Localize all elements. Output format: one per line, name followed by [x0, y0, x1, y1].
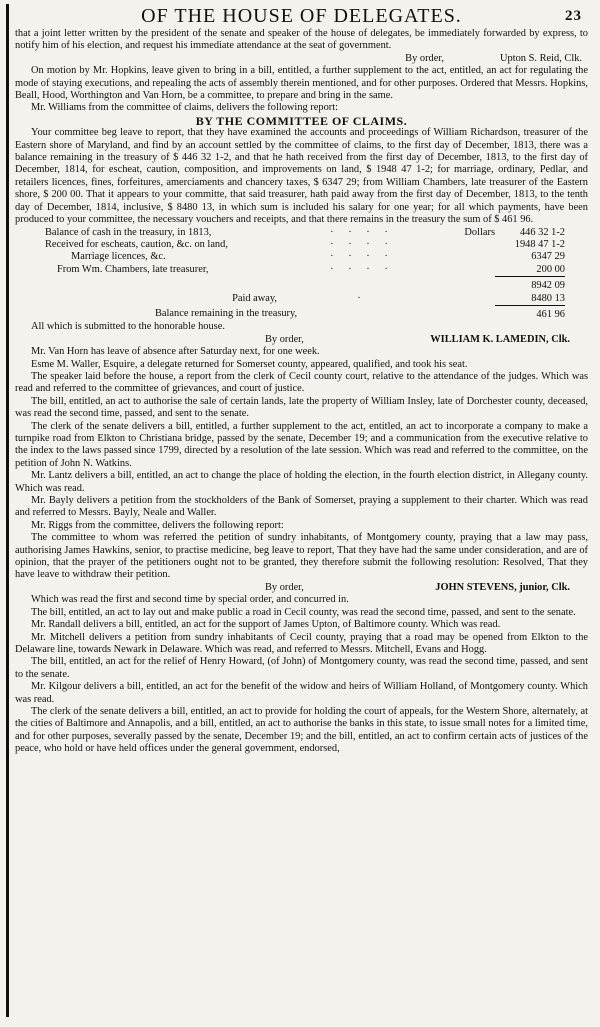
paragraph: Esme M. Waller, Esquire, a delegate returned for Somerset county, appeared, qualified, and took his seat.	[31, 358, 468, 370]
page-header	[15, 4, 588, 28]
paid-away-label: Paid away,	[232, 292, 277, 304]
paragraph: The bill, entitled, an act for the relief of Henry Howard, (of John) of Montgomery county, was read the second time, passed, and sent to the senate.	[15, 656, 588, 680]
signature-line	[15, 582, 588, 594]
paid-away-row	[45, 293, 565, 306]
paragraph: Mr. Kilgour delivers a bill, entitled, an act for the benefit of the widow and heirs of William Holland, of Montgomery county. Which was read.	[15, 681, 588, 705]
paragraph: The clerk of the senate delivers a bill, entitled, a further supplement to the act, entitled, an act to incorporate a company to make a turnpike road from Elkton to Christiana bridge, passed by the senate, December 19; and a communication from the executive relative to the index to the laws passed since 1799, directed by a resolution of the late session. Which was read and referred to the committee, on the petition of John N. Watkins.	[15, 420, 588, 469]
signature-line	[15, 334, 588, 346]
account-label: Marriage licences, &c.	[71, 251, 166, 263]
paragraph: Mr. Williams from the committee of claims, delivers the following report:	[31, 102, 338, 114]
paragraph: Mr. Van Horn has leave of absence after Saturday next, for one week.	[31, 346, 320, 358]
balance-amount: 461 96	[495, 305, 565, 321]
account-amount: 1948 47 1-2	[514, 238, 565, 250]
account-row	[45, 264, 565, 277]
paragraph: On motion by Mr. Hopkins, leave given to bring in a bill, entitled, a further supplement to the act, entitled, an act for regulating the mode of staying executions, and repealing the acts of assembly therein mentioned, and for other purposes. Ordered that Messrs. Hopkins, Beall, Hood, Worthington and Van Horn, be a committee, to prepare and bring in the same.	[15, 65, 588, 102]
paragraph: Which was read the first and second time by special order, and concurred in.	[31, 594, 349, 606]
paragraph: Mr. Randall delivers a bill, entitled, an act for the support of James Upton, of Baltimore county. Which was read.	[31, 619, 501, 631]
paragraph: Your committee beg leave to report, that they have examined the accounts and proceedings of William Richardson, treasurer of the Eastern shore of Maryland, and find by an account settled by the committee of claims, to the first day of December, 1813, there was a balance remaining in the treasury of $ 446 32 1-2, and that he hath received from the first day of December, 1813, to the first day of December, 1814, for escheat, caution, composition, and improvements on land, $ 1948 47 1-2; for marriage, ordinary, Pedlar, and retailers licences, fines, forfeitures, amerciaments and chancery taxes, $ 6347 29; from William Chambers, late treasurer of the Eastern shore, $ 200 00. That it appears to your committe, that said treasurer, hath paid away from the first day of December, 1813, to the tenth day of December, 1814, inclusive, $ 8480 13, in which sum is included his salary for one year; for all which payments, have been produced to your committee, the necessary vouchers and receipts, and that there remains in the treasury the sum of $ 461 96.	[15, 127, 588, 226]
account-amount: 446 32 1-2	[519, 226, 565, 238]
journal-text	[15, 28, 588, 756]
paragraph: Mr. Riggs from the committee, delivers the following report:	[31, 519, 284, 531]
account-amount: 6347 29	[531, 251, 565, 263]
by-order: By order,	[265, 581, 304, 593]
signature-line	[15, 53, 588, 65]
balance-label: Balance remaining in the treasury,	[155, 308, 298, 320]
paragraph: Mr. Lantz delivers a bill, entitled, an act to change the place of holding the election, in the fourth election district, in Allegany county. Which was read.	[15, 470, 588, 494]
paragraph: All which is submitted to the honorable house.	[31, 321, 225, 333]
account-row	[45, 239, 565, 251]
paragraph: The bill, entitled, an act to authorise the sale of certain lands, late the property of William Insley, late of Dorchester county, deceased, was read the second time, passed, and sent to the senate.	[15, 395, 588, 420]
running-title: OF THE HOUSE OF DELEGATES.	[141, 5, 462, 27]
paragraph: The committee to whom was referred the petition of sundry inhabitants, of Montgomery county, praying that a law may pass, authorising James Hawkins, senior, to practise medicine, beg leave to report, That they have had the same under consideration, and are of opinion, that the prayer of the petitioners ought not to be granted, they therefore submit the following resolution: Resolved, That they have leave to withdraw their petition.	[15, 532, 588, 581]
account-label: Balance of cash in the treasury, in 1813,	[45, 226, 212, 238]
balance-row	[45, 305, 565, 321]
document-page	[6, 4, 594, 1017]
clerk-signature: JOHN STEVENS, junior, Clk.	[435, 581, 570, 593]
leader-dots: · · · ·	[330, 226, 394, 238]
account-total-row	[45, 277, 565, 293]
account-label: Received for escheats, caution, &c. on land,	[45, 238, 228, 250]
section-heading: BY THE COMMITTEE OF CLAIMS.	[195, 113, 408, 128]
account-table	[45, 227, 565, 322]
account-label: From Wm. Chambers, late treasurer,	[57, 263, 209, 275]
by-order: By order,	[405, 52, 444, 64]
account-row	[45, 227, 565, 239]
clerk-signature: WILLIAM K. LAMEDIN, Clk.	[430, 333, 570, 345]
by-order: By order,	[265, 333, 304, 345]
paragraph: The speaker laid before the house, a report from the clerk of Cecil county court, relative to the attendance of the judges. Which was read and referred to the committee of grievances, and court of justice.	[15, 370, 588, 395]
paragraph: The clerk of the senate delivers a bill, entitled, an act to provide for holding the court of appeals, for the Western Shore, alternately, at the cities of Baltimore and Annapolis, and a bill, entitled, an act to authorise the banks in this state, to issue small notes for a limited time, and for other purposes, severally passed by the senate, December 19; and the bill, entitled, an act to confirm certain acts of justices of the peace, who hold or have held offices under the general government, endorsed,	[15, 705, 588, 755]
leader-dots: · · · ·	[330, 263, 394, 275]
page-number: 23	[565, 8, 582, 24]
paragraph: Mr. Mitchell delivers a petition from sundry inhabitants of Cecil county, praying that a road may be opened from Elkton to the Delaware line, towards Newark in Delaware. Which was read, and referred to Messrs. Mitchell, Evans and Hogg.	[15, 631, 588, 655]
leader-dots: ·	[357, 292, 367, 304]
paragraph: The bill, entitled, an act to lay out and make public a road in Cecil county, was read the second time, passed, and sent to the senate.	[31, 606, 576, 618]
paid-away-amount: 8480 13	[531, 292, 565, 304]
paragraph: that a joint letter written by the president of the senate and speaker of the house of delegates, be immediately forwarded by express, to notify him of his election, and request his immediate attendance at the seat of government.	[15, 28, 588, 52]
account-total: 8942 09	[495, 277, 565, 293]
currency-label: Dollars	[464, 226, 495, 238]
leader-dots: · · · ·	[330, 251, 394, 263]
account-row	[45, 251, 565, 263]
account-amount: 200 00	[536, 263, 565, 275]
clerk-signature: Upton S. Reid, Clk.	[500, 52, 582, 64]
paragraph: Mr. Bayly delivers a petition from the stockholders of the Bank of Somerset, praying a supplement to their charter. Which was read and referred to Messrs. Bayly, Neale and Waller.	[15, 495, 588, 519]
leader-dots: · · · ·	[330, 238, 394, 250]
